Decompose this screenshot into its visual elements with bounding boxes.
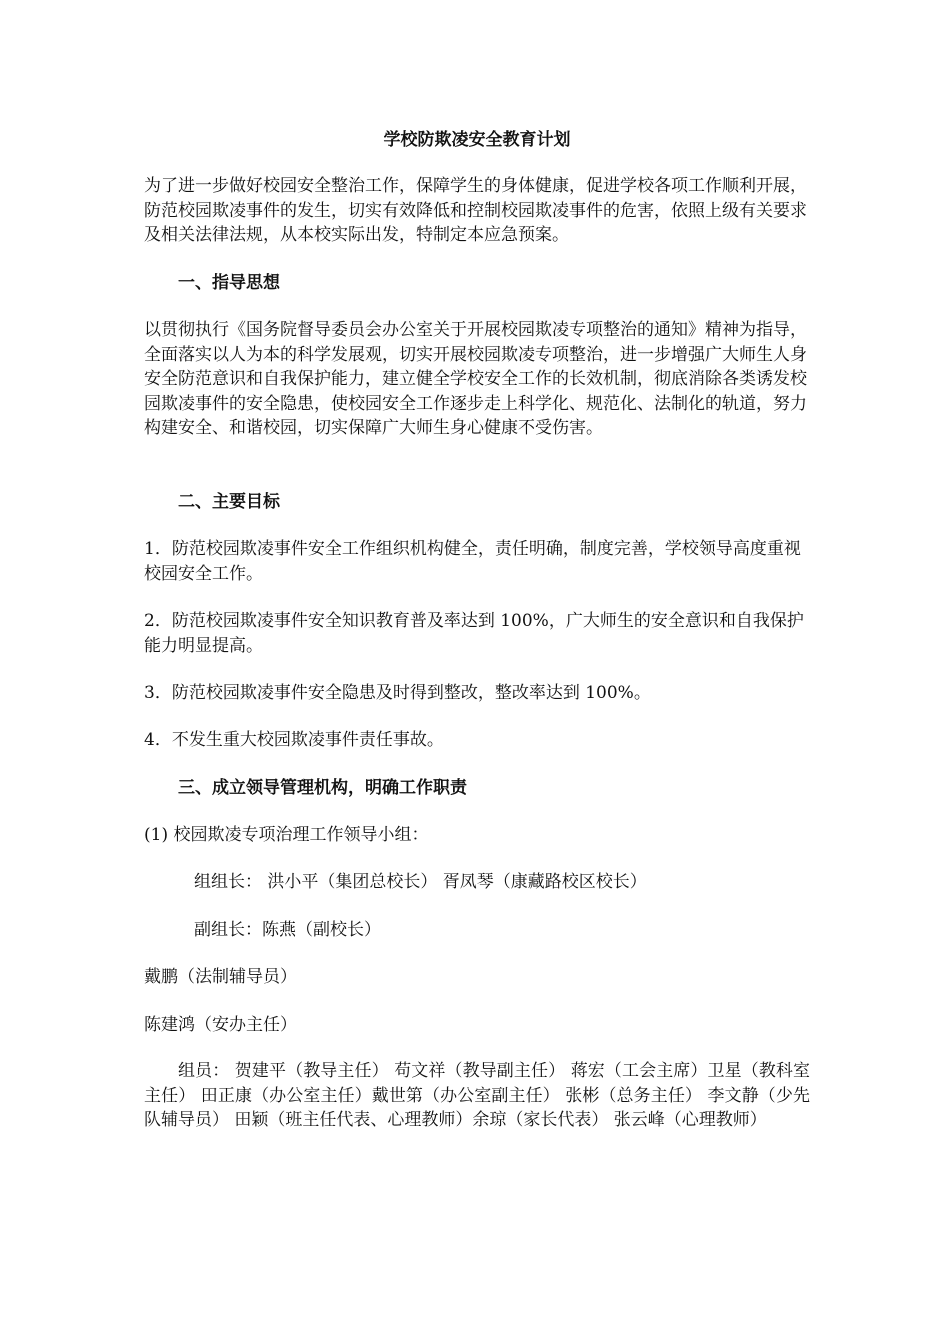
section-heading-main-goals: 二、主要目标 xyxy=(178,492,280,512)
leadership-group-title: (1) 校园欺凌专项治理工作领导小组： xyxy=(144,825,429,845)
guiding-thought-paragraph: 以贯彻执行《国务院督导委员会办公室关于开展校园欺凌专项整治的通知》精神为指导，全面落实以人为本的科学发展观，切实开展校园欺凌专项整治，进一步增强广大师生人身安全防范意识和自我保护能力，建立健全学校安全工作的长效机制，彻底消除各类诱发校园欺凌事件的安全隐患，使校园安全工作逐步走上科学化、规范化、法制化的轨道，努力构建安全、和谐校园，切实保障广大师生身心健康不受伤害。 xyxy=(144,320,807,438)
goal-item-2: 2．防范校园欺凌事件安全知识教育普及率达到 100%，广大师生的安全意识和自我保护能力明显提高。 xyxy=(144,611,804,656)
deputy-leader-line: 副组长：陈燕（副校长） xyxy=(194,920,381,940)
section-heading-leadership: 三、成立领导管理机构，明确工作职责 xyxy=(178,778,467,798)
goal-item-4: 4．不发生重大校园欺凌事件责任事故。 xyxy=(144,730,444,750)
goal-item-3: 3．防范校园欺凌事件安全隐患及时得到整改，整改率达到 100%。 xyxy=(144,683,651,703)
group-leader-line: 组组长： 洪小平（集团总校长） 胥凤琴（康藏路校区校长） xyxy=(194,872,647,892)
goal-item-1: 1．防范校园欺凌事件安全工作组织机构健全，责任明确，制度完善，学校领导高度重视校园安全工作。 xyxy=(144,539,801,584)
section-heading-guiding-thought: 一、指导思想 xyxy=(178,273,280,293)
group-members-paragraph: 组员： 贺建平（教导主任） 苟文祥（教导副主任） 蒋宏（工会主席）卫星（教科室主任） 田正康（办公室主任）戴世第（办公室副主任） 张彬（总务主任） 李文静（少先队辅导员） 田颖（班主任代表、心理教师）余琼（家长代表） 张云峰（心理教师） xyxy=(144,1061,810,1130)
deputy-member-2: 陈建鸿（安办主任） xyxy=(144,1015,297,1035)
document-title: 学校防欺凌安全教育计划 xyxy=(383,130,571,150)
deputy-member-1: 戴鹏（法制辅导员） xyxy=(144,967,297,987)
intro-paragraph: 为了进一步做好校园安全整治工作，保障学生的身体健康，促进学校各项工作顺利开展，防范校园欺凌事件的发生，切实有效降低和控制校园欺凌事件的危害，依照上级有关要求及相关法律法规，从本校实际出发，特制定本应急预案。 xyxy=(144,176,807,245)
